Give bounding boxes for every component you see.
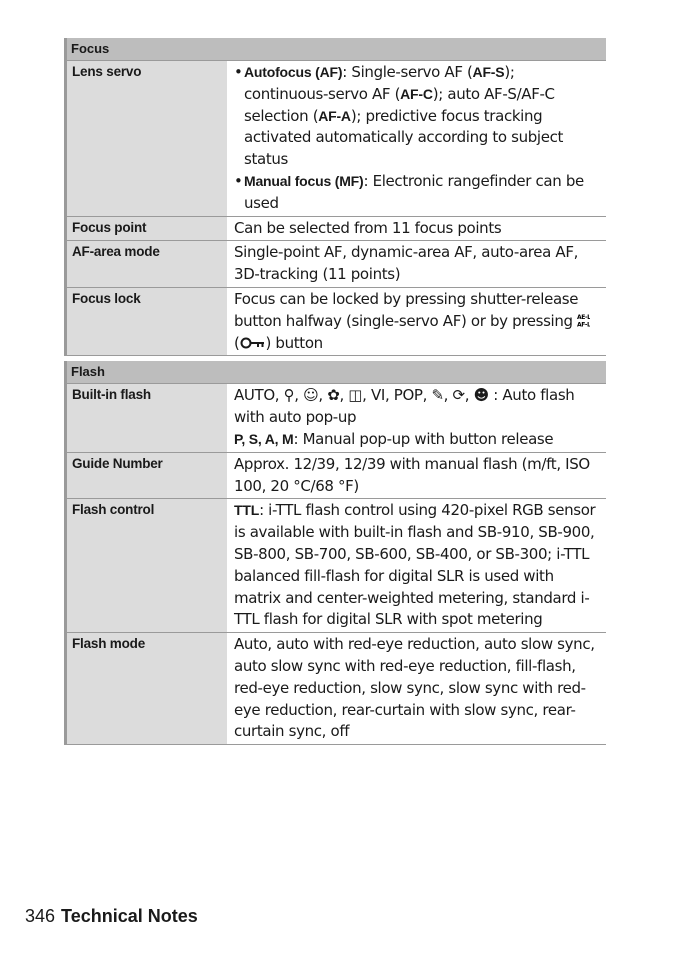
row-label: Lens servo (67, 61, 227, 216)
section-heading-focus: Focus (67, 38, 606, 60)
row-label: Built-in flash (67, 384, 227, 451)
spec-row-focus-point (67, 216, 606, 241)
shooting-mode-icons: AUTO, ⚲, ☺, ✿, ◫, VI, POP, ✎, ⟳, ☻ (234, 386, 489, 405)
row-value (227, 61, 606, 216)
spec-row-guide-number (67, 452, 606, 499)
spec-row-built-in-flash (67, 383, 606, 451)
row-label: AF-area mode (67, 241, 227, 287)
spec-row-af-area-mode (67, 240, 606, 287)
svg-text:AF-L: AF-L (577, 321, 591, 328)
bullet-item-autofocus: • Autofocus (AF): Single-servo AF (AF-S); continuous-servo AF (AF-C); auto AF-S/AF-C selection (AF-A); predictive focus tracking activated automatically according to subject status (234, 62, 600, 171)
page-footer (25, 906, 198, 927)
row-label: Flash control (67, 499, 227, 632)
row-label: Guide Number (67, 453, 227, 499)
row-value: Can be selected from 11 focus points (234, 218, 502, 237)
row-label: Flash mode (67, 633, 227, 744)
key-lock-icon (240, 337, 266, 349)
row-value: Focus can be locked by pressing shutter-release button halfway (single-servo AF) or by pressing AE-L AF-L ( ) button (234, 289, 591, 352)
spec-row-focus-lock (67, 287, 606, 356)
flash-section (64, 361, 606, 745)
spec-row-flash-mode (67, 632, 606, 745)
spec-row-flash-control (67, 498, 606, 632)
bullet-icon: • (234, 171, 243, 190)
row-value: Auto, auto with red-eye reduction, auto slow sync, auto slow sync with red-eye reduction, fill-flash, red-eye reduction, slow sync, slow sync with red-eye reduction, rear-curtain with slow sync, rear-curtain sync, off (234, 635, 595, 741)
bullet-icon: • (234, 63, 243, 81)
focus-section (64, 38, 606, 356)
row-label: Focus lock (67, 288, 227, 355)
ae-l-af-l-button-icon (577, 313, 590, 328)
row-value: Single-point AF, dynamic-area AF, auto-area AF, 3D-tracking (11 points) (234, 243, 579, 284)
row-value: AUTO, ⚲, ☺, ✿, ◫, VI, POP, ✎, ⟳, ☻ : Auto flash with auto pop-up P, S, A, M: Manual pop-up with button release (234, 386, 575, 448)
row-value: Approx. 12/39, 12/39 with manual flash (m/ft, ISO 100, 20 °C/68 °F) (234, 454, 590, 495)
row-value: TTL: i-TTL flash control using 420-pixel RGB sensor is available with built-in flash and SB-910, SB-900, SB-800, SB-700, SB-600, SB-400, or SB-300; i-TTL balanced fill-flash for digital SLR is used with matrix and center-weighted metering, standard i-TTL flash for digital SLR with spot metering (234, 501, 596, 629)
svg-text:AE-L: AE-L (577, 313, 591, 321)
section-heading-flash: Flash (67, 361, 606, 383)
spec-table (64, 38, 606, 745)
spec-row-lens-servo (67, 60, 606, 216)
chapter-title: Technical Notes (61, 906, 198, 926)
bullet-item-manual-focus: • Manual focus (MF): Electronic rangefinder can be used (234, 171, 600, 215)
row-label: Focus point (67, 217, 227, 241)
page-number: 346 (25, 906, 56, 926)
